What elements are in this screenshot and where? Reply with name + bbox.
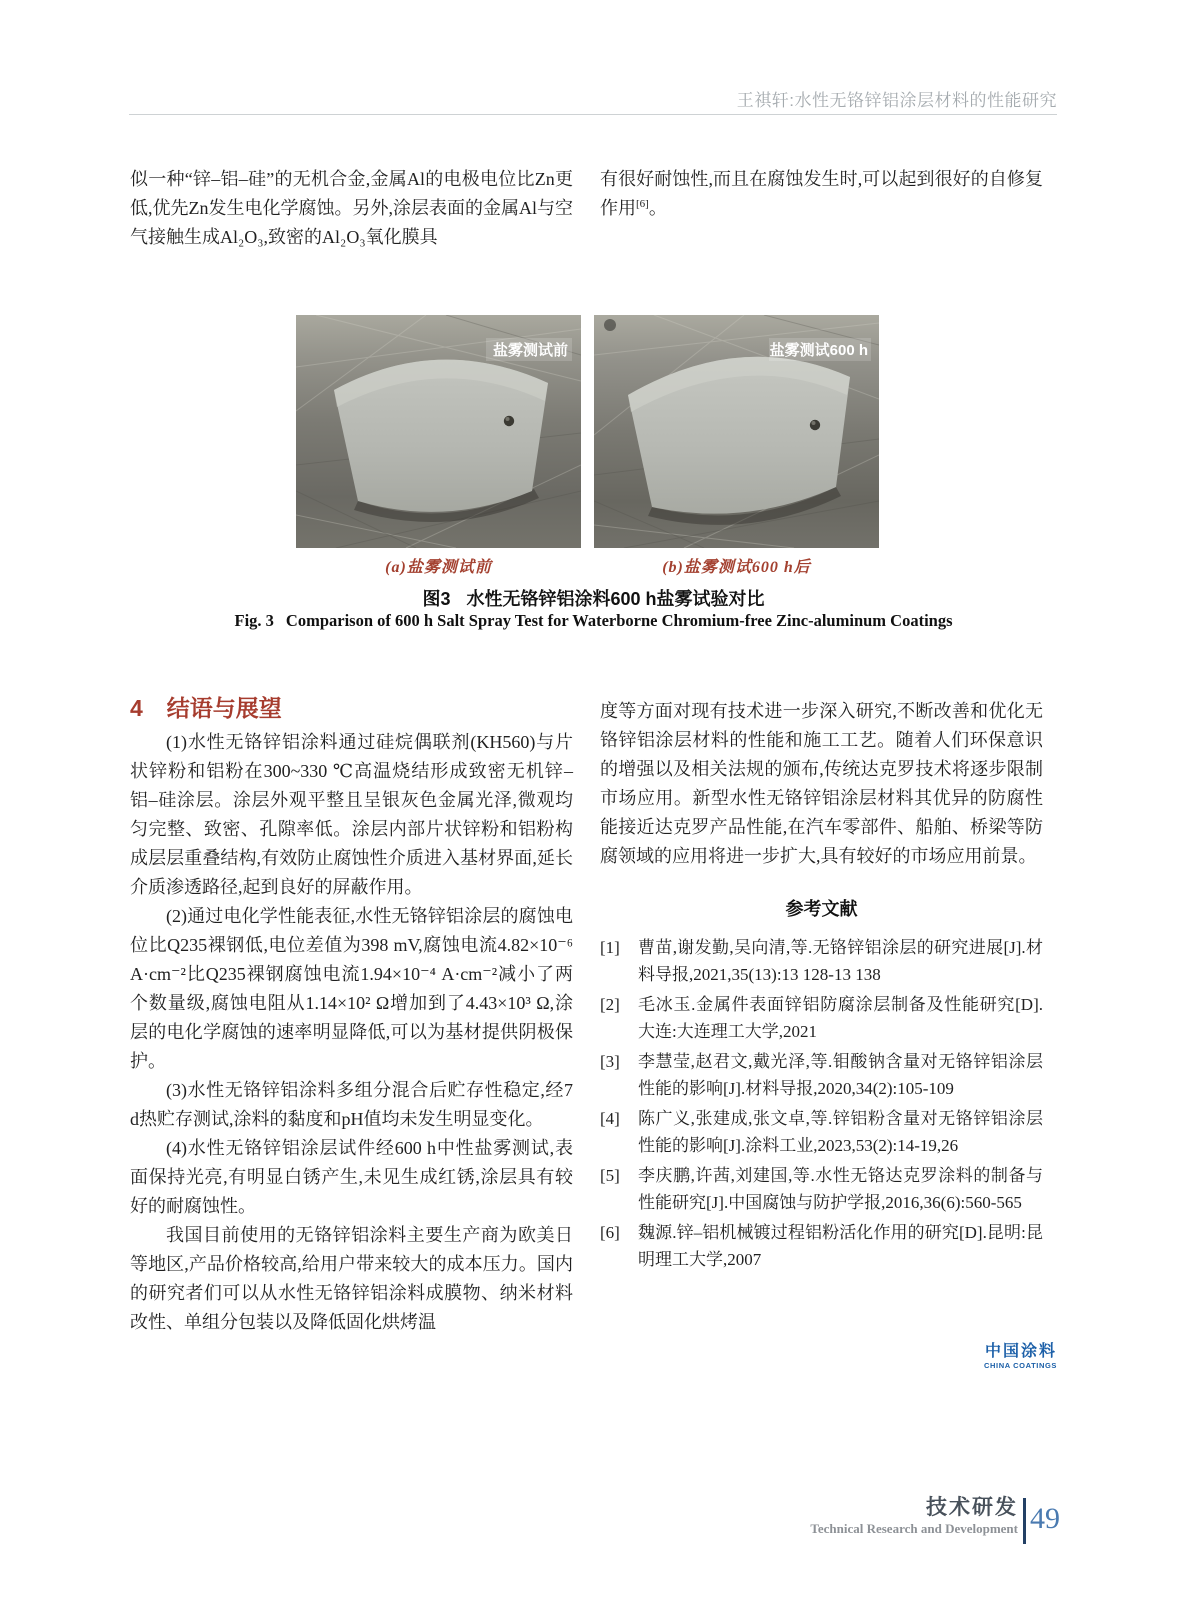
- section-title: 结语与展望: [166, 695, 282, 721]
- reference-text: 陈广义,张建成,张文卓,等.锌铝粉含量对无铬锌铝涂层性能的影响[J].涂料工业,2023,53(2):14-19,26: [638, 1109, 1043, 1155]
- reference-item: [600, 991, 1043, 1045]
- section-number: 4: [130, 695, 143, 721]
- reference-number: [2]: [600, 995, 620, 1014]
- reference-text: 曹苗,谢发勤,吴向清,等.无铬锌铝涂层的研究进展[J].材料导报,2021,35(13):13 128-13 138: [638, 938, 1043, 984]
- photo-before-salt-spray: [296, 315, 581, 548]
- figure-number-en: Fig. 3: [234, 611, 274, 630]
- photo-before-label: 盐雾测试前: [492, 342, 568, 359]
- photo-captions-row: [296, 554, 879, 577]
- section-4-heading: [130, 690, 282, 723]
- reference-text: 毛冰玉.金属件表面锌铝防腐涂层制备及性能研究[D].大连:大连理工大学,2021: [638, 995, 1043, 1041]
- intro-right-text: 有很好耐蚀性,而且在腐蚀发生时,可以起到很好的自修复作用: [600, 169, 1043, 218]
- citation-superscript: [6]: [636, 198, 649, 210]
- page-footer: [700, 1496, 1060, 1556]
- footer-section-chinese: 技术研发: [926, 1496, 1018, 1519]
- sample-hole: [504, 416, 514, 426]
- figure-title-cn: 水性无铬锌铝涂料600 h盐雾试验对比: [466, 589, 765, 609]
- reference-item: [600, 934, 1043, 988]
- references-list: [600, 934, 1043, 1273]
- logo-chinese-name: 中国涂料: [984, 1343, 1057, 1360]
- conclusion-paragraph-1: (1)水性无铬锌铝涂料通过硅烷偶联剂(KH560)与片状锌粉和铝粉在300~330 ℃高温烧结形成致密无机锌–铝–硅涂层。涂层外观平整且呈银灰色金属光泽,微观均匀完整、致密、孔隙率低。涂层内部片状锌粉和铝粉构成层层重叠结构,有效防止腐蚀性介质进入基材界面,延长介质渗透路径,起到良好的屏蔽作用。: [130, 732, 573, 897]
- photo-caption-a: (a)盐雾测试前: [385, 559, 492, 576]
- footer-section-labels: [810, 1496, 1018, 1538]
- conclusion-left-column: [130, 728, 573, 1337]
- reference-number: [4]: [600, 1109, 620, 1128]
- conclusion-paragraph-5: 我国目前使用的无铬锌铝涂料主要生产商为欧美日等地区,产品价格较高,给用户带来较大的成本压力。国内的研究者们可以从水性无铬锌铝涂料成膜物、纳米材料改性、单组分包装以及降低固化烘烤温: [130, 1225, 573, 1332]
- intro-paragraph-right: [600, 165, 1043, 223]
- reference-item: [600, 1219, 1043, 1273]
- reference-number: [1]: [600, 938, 620, 957]
- conclusion-paragraph-2: (2)通过电化学性能表征,水性无铬锌铝涂层的腐蚀电位比Q235裸钢低,电位差值为398 mV,腐蚀电流4.82×10⁻⁶ A·cm⁻²比Q235裸钢腐蚀电流1.94×10⁻⁴ A·cm⁻²减小了两个数量级,腐蚀电阻从1.14×10² Ω增加到了4.43×10³ Ω,涂层的电化学腐蚀的速率明显降低,可以为基材提供阴极保护。: [130, 906, 573, 1071]
- page-number: 49: [1030, 1502, 1060, 1535]
- photo-after-salt-spray: [594, 315, 879, 548]
- reference-text: 魏源.锌–铝机械镀过程铝粉活化作用的研究[D].昆明:昆明理工大学,2007: [638, 1223, 1043, 1269]
- running-title: 王祺轩:水性无铬锌铝涂层材料的性能研究: [736, 91, 1057, 110]
- figure-number-cn: 图3: [422, 589, 451, 609]
- figure-caption-english: [130, 611, 1057, 631]
- header-rule: [129, 114, 1057, 115]
- photo-after-label: 盐雾测试600 h: [769, 342, 868, 359]
- footer-divider-bar: [1023, 1498, 1026, 1544]
- reference-text: 李庆鹏,许茜,刘建国,等.水性无铬达克罗涂料的制备与性能研究[J].中国腐蚀与防护学报,2016,36(6):560-565: [638, 1166, 1043, 1212]
- logo-english-name: CHINA COATINGS: [984, 1361, 1057, 1370]
- reference-item: [600, 1162, 1043, 1216]
- intro-right-period: 。: [648, 198, 667, 218]
- reference-number: [6]: [600, 1223, 620, 1242]
- china-coatings-logo: [965, 1343, 1057, 1370]
- right-column: [600, 697, 1043, 1276]
- intro-paragraph-left: 似一种“锌–铝–硅”的无机合金,金属Al的电极电位比Zn更低,优先Zn发生电化学腐蚀。另外,涂层表面的金属Al与空气接触生成Al₂O₃,致密的Al₂O₃氧化膜具: [130, 169, 573, 247]
- photo-after-illustration: [594, 315, 879, 548]
- sample-hole: [810, 420, 820, 430]
- figure-caption-chinese: [130, 585, 1057, 611]
- photo-caption-b: (b)盐雾测试600 h后: [662, 559, 811, 576]
- figure-title-en: Comparison of 600 h Salt Spray Test for Waterborne Chromium-free Zinc-aluminum Coatings: [285, 611, 953, 630]
- conclusion-paragraph-4: (4)水性无铬锌铝涂层试件经600 h中性盐雾测试,表面保持光亮,有明显白锈产生,未见生成红锈,涂层具有较好的耐腐蚀性。: [130, 1138, 573, 1216]
- photo-before-illustration: [296, 315, 581, 548]
- reference-number: [5]: [600, 1166, 620, 1185]
- photo-row: [296, 315, 879, 548]
- reference-item: [600, 1105, 1043, 1159]
- footer-section-english: Technical Research and Development: [810, 1521, 1018, 1536]
- reference-item: [600, 1048, 1043, 1102]
- reference-text: 李慧莹,赵君文,戴光泽,等.钼酸钠含量对无铬锌铝涂层性能的影响[J].材料导报,2020,34(2):105-109: [638, 1052, 1043, 1098]
- conclusion-paragraph-3: (3)水性无铬锌铝涂料多组分混合后贮存性稳定,经7 d热贮存测试,涂料的黏度和pH值均未发生明显变化。: [130, 1080, 573, 1129]
- reference-number: [3]: [600, 1052, 620, 1071]
- figure-3-block: [296, 315, 879, 577]
- conclusion-continuation-paragraph: 度等方面对现有技术进一步深入研究,不断改善和优化无铬锌铝涂层材料的性能和施工工艺。随着人们环保意识的增强以及相关法规的颁布,传统达克罗技术将逐步限制市场应用。新型水性无铬锌铝涂层材料其优异的防腐性能接近达克罗产品性能,在汽车零部件、船舶、桥梁等防腐领域的应用将进一步扩大,具有较好的市场应用前景。: [600, 701, 1043, 866]
- references-heading: 参考文献: [785, 899, 858, 919]
